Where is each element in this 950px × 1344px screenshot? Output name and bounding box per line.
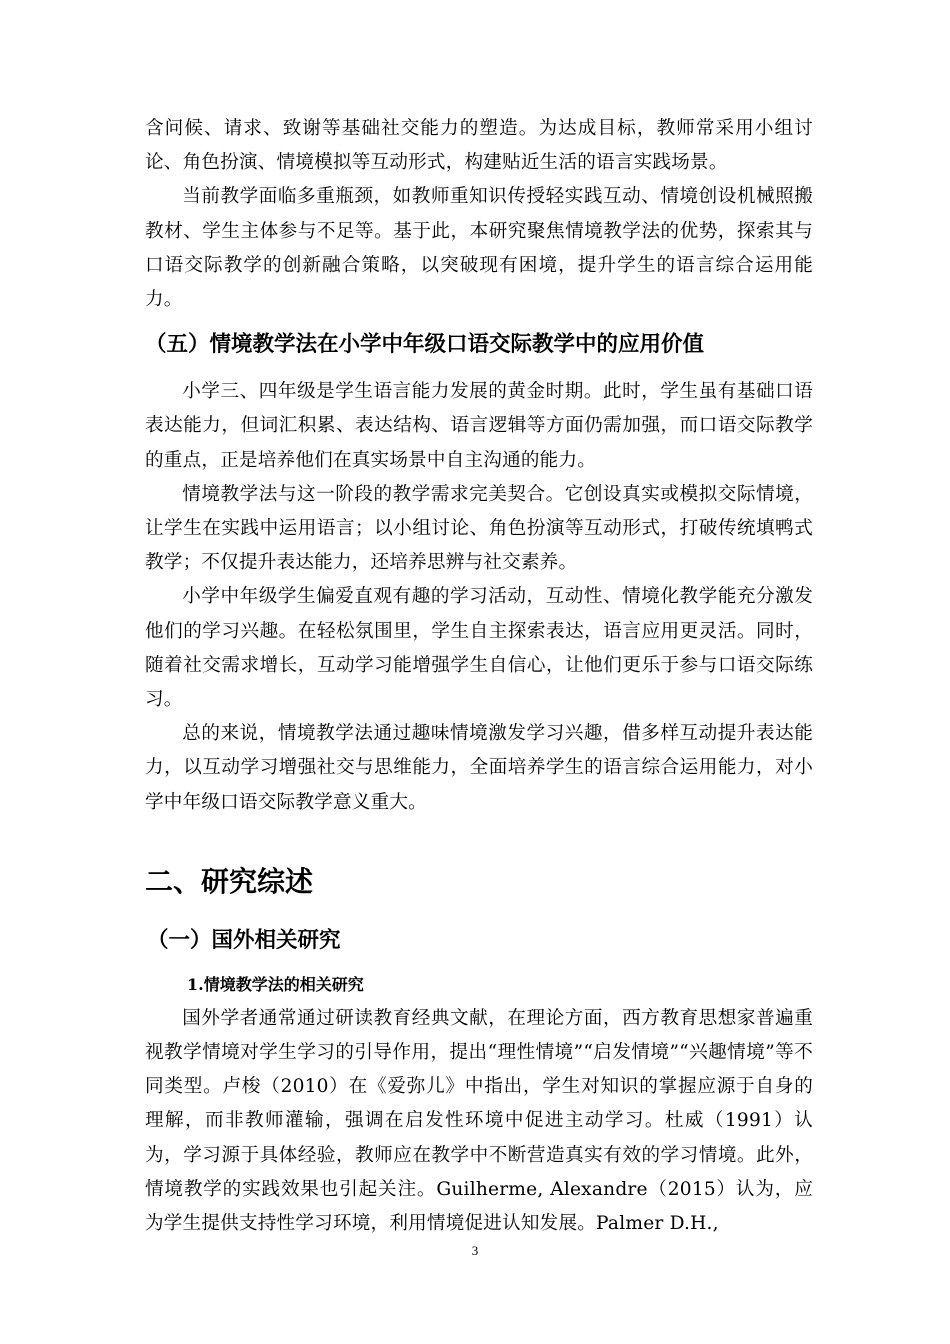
paragraph: 情境教学法与这一阶段的教学需求完美契合。它创设真实或模拟交际情境，让学生在实践中运用语言；以小组讨论、角色扮演等互动形式，打破传统填鸭式教学；不仅提升表达能力，还培养思辨与社交素养。	[145, 483, 813, 574]
subsection-heading: （一）国外相关研究	[147, 927, 341, 953]
paragraph: 小学三、四年级是学生语言能力发展的黄金时期。此时，学生虽有基础口语表达能力，但词汇积累、表达结构、语言逻辑等方面仍需加强，而口语交际教学的重点，正是培养他们在真实场景中自主沟通的能力。	[145, 381, 813, 471]
paragraph: 总的来说，情境教学法通过趣味情境激发学习兴趣，借多样互动提升表达能力，以互动学习增强社交与思维能力，全面培养学生的语言综合运用能力，对小学中年级口语交际教学意义重大。	[145, 723, 813, 813]
paragraph-continued: 含问候、请求、致谢等基础社交能力的塑造。为达成目标，教师常采用小组讨论、角色扮演、情境模拟等互动形式，构建贴近生活的语言实践场景。	[145, 118, 813, 174]
page-number: 3	[471, 1243, 479, 1258]
paragraph: 国外学者通常通过研读教育经典文献，在理论方面，西方教育思想家普遍重视教学情境对学生学习的引导作用，提出“理性情境”“启发情境”“兴趣情境”等不同类型。卢梭（2010）在《爱弥儿》中指出，学生对知识的掌握应源于自身的理解，而非教师灌输，强调在启发性环境中促进主动学习。杜威（1991）认为，学习源于具体经验，教师应在教学中不断营造真实有效的学习情境。此外，情境教学的实践效果也引起关注。Guilherme, Alexandre（2015）认为，应为学生提供支持性学习环境，利用情境促进认知发展。Palmer D.H.,	[145, 1007, 813, 1235]
paragraph: 当前教学面临多重瓶颈，如教师重知识传授轻实践互动、情境创设机械照搬教材、学生主体参与不足等。基于此，本研究聚焦情境教学法的优势，探索其与口语交际教学的创新融合策略，以突破现有困境，提升学生的语言综合运用能力。	[145, 186, 813, 311]
subsubsection-heading: 1.情境教学法的相关研究	[187, 974, 364, 994]
section-heading: （五）情境教学法在小学中年级口语交际教学中的应用价值	[145, 332, 705, 358]
paragraph: 小学中年级学生偏爱直观有趣的学习活动，互动性、情境化教学能充分激发他们的学习兴趣。在轻松氛围里，学生自主探索表达，语言应用更灵活。同时，随着社交需求增长，互动学习能增强学生自信心，让他们更乐于参与口语交际练习。	[145, 586, 813, 711]
page-content	[145, 112, 813, 1241]
chapter-heading: 二、研究综述	[145, 864, 314, 898]
